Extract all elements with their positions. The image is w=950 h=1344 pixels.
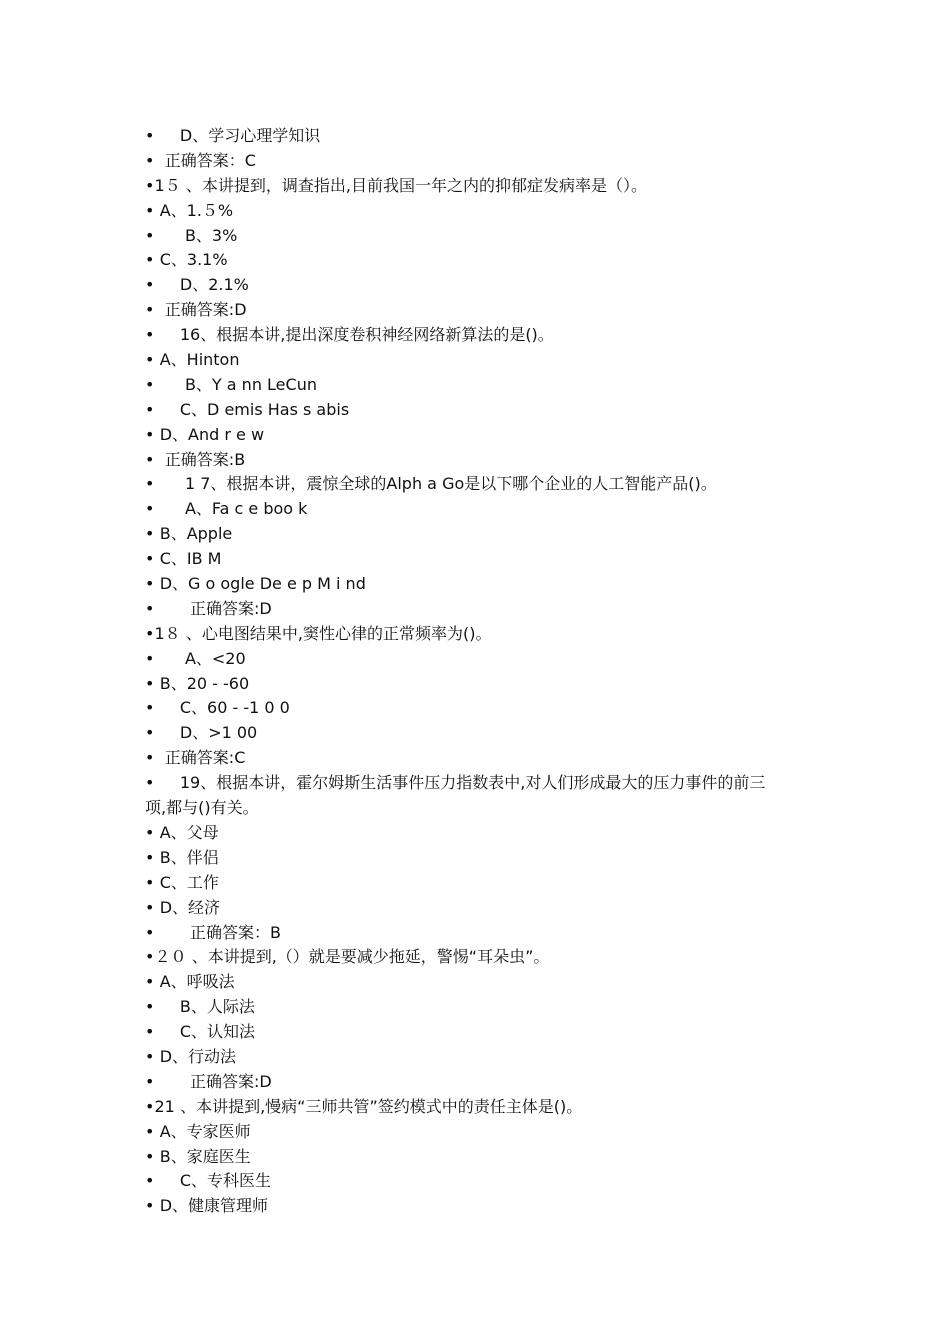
text-line: • A、<20 [145, 648, 246, 668]
text-line: • B、3% [145, 225, 238, 245]
text-line: • C、3.1% [145, 250, 228, 270]
text-line: •21 、本讲提到,慢病“三师共管”签约模式中的责任主体是()。 [145, 1096, 583, 1116]
text-line: • 正确答案:C [145, 748, 246, 768]
text-line: • 正确答案：B [145, 922, 282, 942]
text-line: •1５ 、本讲提到，调查指出,目前我国一年之内的抑郁症发病率是（）。 [145, 175, 647, 195]
text-line: • A、Fa c e boo k [145, 499, 308, 519]
text-line: • D、And r e w [145, 424, 265, 444]
text-line: • 正确答案:D [145, 598, 272, 618]
text-line: •1８ 、心电图结果中,窦性心律的正常频率为()。 [145, 623, 492, 643]
text-line: • D、2.1% [145, 275, 249, 295]
text-line: • D、健康管理师 [145, 1196, 269, 1216]
text-line: • B、Y a nn LeCun [145, 374, 317, 394]
text-line: • A、父母 [145, 822, 219, 842]
text-line: • C、60 - -1 0 0 [145, 698, 290, 718]
text-line: • 19、根据本讲，霍尔姆斯生活事件压力指数表中,对人们形成最大的压力事件的前三 [145, 773, 766, 793]
text-line: • C、工作 [145, 872, 219, 892]
text-line: • 正确答案:B [145, 449, 246, 469]
text-line: • B、伴侣 [145, 847, 219, 867]
text-line: • C、IB M [145, 549, 222, 569]
text-line: • D、经济 [145, 897, 221, 917]
text-line: • 16、根据本讲,提出深度卷积神经网络新算法的是()。 [145, 325, 554, 345]
text-line: • A、1.５% [145, 200, 234, 220]
text-line: • B、20 - -60 [145, 673, 250, 693]
text-line: • C、D emis Has s abis [145, 399, 350, 419]
text-line: • 正确答案：C [145, 150, 256, 170]
text-line: • B、家庭医生 [145, 1146, 251, 1166]
text-line: 项,都与()有关。 [145, 798, 259, 818]
text-line: • D、行动法 [145, 1046, 237, 1066]
question-list [145, 124, 815, 1219]
text-line: • A、Hinton [145, 350, 240, 370]
text-line: •２０ 、本讲提到,（）就是要减少拖延，警惕“耳朵虫”。 [145, 947, 550, 967]
text-line: • B、人际法 [145, 997, 255, 1017]
text-line: • D、G o ogle De e p M i nd [145, 574, 366, 594]
text-line: • 正确答案:D [145, 1071, 272, 1091]
text-line: • C、专科医生 [145, 1171, 272, 1191]
text-line: • D、学习心理学知识 [145, 126, 321, 145]
text-line: • C、认知法 [145, 1022, 256, 1042]
text-line: • 正确答案:D [145, 300, 247, 320]
text-line: • D、>1 00 [145, 723, 258, 743]
text-line: • A、呼吸法 [145, 972, 235, 992]
text-line: • B、Apple [145, 524, 233, 544]
text-line: • 1 7、根据本讲，震惊全球的Alph a Go是以下哪个企业的人工智能产品()。 [145, 474, 717, 494]
text-line: • A、专家医师 [145, 1121, 251, 1141]
